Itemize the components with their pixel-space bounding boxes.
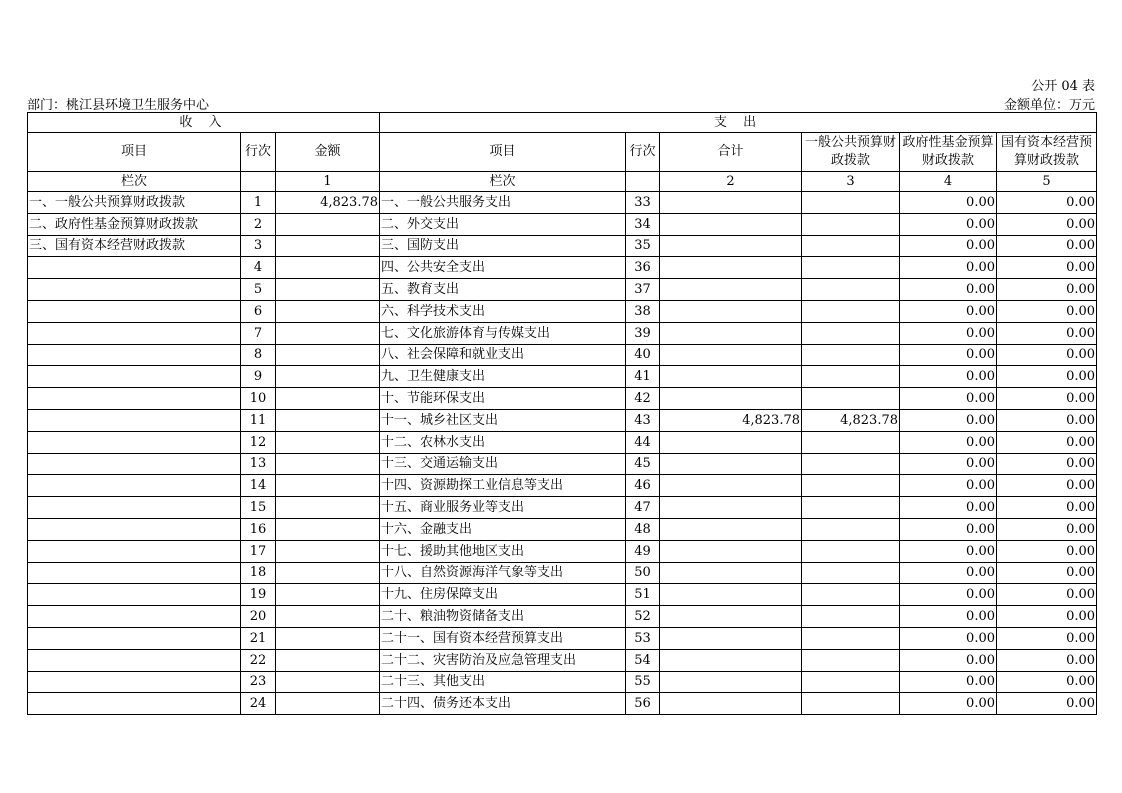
expense-item-cell: 二十二、灾害防治及应急管理支出 [380,649,626,671]
income-item-cell [28,562,241,584]
income-item-cell [28,693,241,715]
expense-line-cell: 49 [626,540,660,562]
income-item-cell [28,649,241,671]
expense-line-cell: 40 [626,344,660,366]
general-budget-cell [802,562,900,584]
general-budget-cell [802,366,900,388]
income-item-cell [28,671,241,693]
table-row [28,300,1097,322]
state-capital-cell: 0.00 [997,497,1097,519]
income-amount-header: 金额 [276,133,380,172]
state-capital-cell: 0.00 [997,584,1097,606]
table-row [28,475,1097,497]
general-budget-cell [802,344,900,366]
table-row [28,649,1097,671]
state-capital-cell: 0.00 [997,322,1097,344]
gov-fund-cell: 0.00 [900,584,997,606]
gov-fund-cell: 0.00 [900,453,997,475]
gov-fund-cell: 0.00 [900,344,997,366]
income-item-cell [28,540,241,562]
expense-total-cell [660,649,802,671]
table-row [28,562,1097,584]
expense-line-cell: 45 [626,453,660,475]
gov-fund-cell: 0.00 [900,606,997,628]
expense-total-cell [660,322,802,344]
table-row [28,192,1097,214]
income-line-cell: 20 [241,606,276,628]
gov-fund-cell: 0.00 [900,213,997,235]
expense-item-cell: 二十四、债务还本支出 [380,693,626,715]
state-capital-cell: 0.00 [997,562,1097,584]
section-header-row [28,113,1097,133]
state-capital-cell: 0.00 [997,540,1097,562]
income-amount-cell [276,671,380,693]
expense-line-cell: 56 [626,693,660,715]
table-row [28,322,1097,344]
expense-line-cell: 37 [626,279,660,301]
column-header-row [28,133,1097,172]
income-line-cell: 4 [241,257,276,279]
expense-item-cell: 二十、粮油物资储备支出 [380,606,626,628]
expense-line-cell: 53 [626,627,660,649]
expense-line-cell: 55 [626,671,660,693]
expense-line-cell: 36 [626,257,660,279]
expense-line-cell: 54 [626,649,660,671]
index-3: 3 [802,172,900,192]
expense-item-cell: 二、外交支出 [380,213,626,235]
income-item-cell [28,388,241,410]
income-amount-cell [276,497,380,519]
gov-fund-cell: 0.00 [900,671,997,693]
expense-line-cell: 35 [626,235,660,257]
income-line-cell: 14 [241,475,276,497]
state-capital-cell: 0.00 [997,235,1097,257]
table-row [28,235,1097,257]
index-5: 5 [997,172,1097,192]
state-capital-cell: 0.00 [997,279,1097,301]
gov-fund-cell: 0.00 [900,518,997,540]
income-amount-cell [276,693,380,715]
gov-fund-cell: 0.00 [900,627,997,649]
index-4: 4 [900,172,997,192]
expense-line-cell: 41 [626,366,660,388]
state-capital-cell: 0.00 [997,518,1097,540]
income-line-cell: 18 [241,562,276,584]
income-item-cell [28,257,241,279]
table-row [28,257,1097,279]
income-line-cell: 1 [241,192,276,214]
expense-total-cell [660,562,802,584]
table-row [28,693,1097,715]
income-item-cell [28,453,241,475]
income-index-label: 栏次 [28,172,241,192]
expense-line-cell: 51 [626,584,660,606]
income-amount-cell [276,388,380,410]
general-budget-cell [802,606,900,628]
table-row [28,497,1097,519]
expense-total-cell [660,627,802,649]
gov-fund-cell: 0.00 [900,192,997,214]
income-amount-cell [276,540,380,562]
income-item-cell [28,300,241,322]
income-item-cell [28,409,241,431]
gov-fund-cell: 0.00 [900,366,997,388]
income-item-cell: 三、国有资本经营财政拨款 [28,235,241,257]
state-capital-cell: 0.00 [997,475,1097,497]
general-budget-cell [802,497,900,519]
expense-line-cell: 50 [626,562,660,584]
gov-fund-cell: 0.00 [900,322,997,344]
table-row [28,671,1097,693]
expense-line-cell: 42 [626,388,660,410]
state-capital-cell: 0.00 [997,257,1097,279]
expense-item-cell: 十二、农林水支出 [380,431,626,453]
income-line-cell: 17 [241,540,276,562]
expense-item-cell: 一、一般公共服务支出 [380,192,626,214]
income-amount-cell [276,453,380,475]
state-capital-cell: 0.00 [997,649,1097,671]
general-budget-cell [802,431,900,453]
expense-total-cell [660,279,802,301]
income-line-cell: 5 [241,279,276,301]
income-section-title: 收 入 [28,113,380,133]
income-amount-cell: 4,823.78 [276,192,380,214]
income-item-cell: 二、政府性基金预算财政拨款 [28,213,241,235]
expense-line-cell: 39 [626,322,660,344]
income-amount-cell [276,235,380,257]
income-line-cell: 13 [241,453,276,475]
income-line-cell: 19 [241,584,276,606]
state-capital-cell: 0.00 [997,431,1097,453]
income-line-cell: 22 [241,649,276,671]
expense-total-cell [660,497,802,519]
state-capital-cell: 0.00 [997,409,1097,431]
expense-total-cell [660,606,802,628]
expense-total-cell [660,540,802,562]
gov-fund-cell: 0.00 [900,540,997,562]
income-line-cell: 9 [241,366,276,388]
income-amount-cell [276,300,380,322]
general-budget-cell [802,279,900,301]
empty-cell [626,172,660,192]
state-capital-cell: 0.00 [997,627,1097,649]
income-amount-cell [276,213,380,235]
gov-fund-cell: 0.00 [900,497,997,519]
income-item-cell [28,322,241,344]
income-item-cell [28,584,241,606]
income-amount-cell [276,409,380,431]
expense-line-cell: 44 [626,431,660,453]
income-item-cell [28,475,241,497]
general-budget-cell: 4,823.78 [802,409,900,431]
expense-item-cell: 十一、城乡社区支出 [380,409,626,431]
expense-line-cell: 47 [626,497,660,519]
expense-item-cell: 六、科学技术支出 [380,300,626,322]
income-line-cell: 15 [241,497,276,519]
income-item-cell [28,431,241,453]
form-code: 公开 04 表 [1031,79,1095,94]
expense-total-cell [660,453,802,475]
state-capital-cell: 0.00 [997,388,1097,410]
department-label: 部门：桃江县环境卫生服务中心 [27,98,210,113]
expense-total-cell [660,366,802,388]
general-budget-cell [802,388,900,410]
expense-total-cell [660,388,802,410]
expense-item-cell: 十、节能环保支出 [380,388,626,410]
state-capital-header: 国有资本经营预算财政拨款 [997,133,1097,172]
general-budget-cell [802,518,900,540]
table-row [28,366,1097,388]
income-item-cell [28,279,241,301]
expense-item-cell: 十三、交通运输支出 [380,453,626,475]
income-item-cell [28,518,241,540]
income-item-cell [28,606,241,628]
state-capital-cell: 0.00 [997,453,1097,475]
expense-item-cell: 十五、商业服务业等支出 [380,497,626,519]
table-row [28,388,1097,410]
gov-fund-cell: 0.00 [900,409,997,431]
expense-line-cell: 43 [626,409,660,431]
expense-total-cell [660,584,802,606]
gov-fund-cell: 0.00 [900,300,997,322]
expense-item-cell: 二十三、其他支出 [380,671,626,693]
gov-fund-cell: 0.00 [900,649,997,671]
general-budget-cell [802,192,900,214]
general-budget-cell [802,671,900,693]
income-amount-cell [276,257,380,279]
general-budget-cell [802,213,900,235]
expense-item-cell: 四、公共安全支出 [380,257,626,279]
expense-item-cell: 五、教育支出 [380,279,626,301]
expense-line-cell: 46 [626,475,660,497]
gov-fund-cell: 0.00 [900,279,997,301]
general-budget-cell [802,540,900,562]
expense-item-cell: 十七、援助其他地区支出 [380,540,626,562]
income-line-cell: 3 [241,235,276,257]
table-row [28,279,1097,301]
state-capital-cell: 0.00 [997,693,1097,715]
expense-total-header: 合计 [660,133,802,172]
expense-item-cell: 三、国防支出 [380,235,626,257]
gov-fund-cell: 0.00 [900,562,997,584]
general-budget-cell [802,257,900,279]
income-item-cell [28,344,241,366]
expense-item-cell: 十八、自然资源海洋气象等支出 [380,562,626,584]
expense-line-header: 行次 [626,133,660,172]
general-budget-cell [802,235,900,257]
expense-section-title: 支 出 [380,113,1097,133]
income-line-cell: 23 [241,671,276,693]
expense-total-cell [660,192,802,214]
expense-line-cell: 33 [626,192,660,214]
expense-line-cell: 38 [626,300,660,322]
expense-total-cell [660,518,802,540]
expense-line-cell: 34 [626,213,660,235]
expense-total-cell [660,213,802,235]
income-amount-cell [276,649,380,671]
general-budget-cell [802,627,900,649]
expense-line-cell: 48 [626,518,660,540]
expense-item-header: 项目 [380,133,626,172]
table-row [28,344,1097,366]
income-line-header: 行次 [241,133,276,172]
gov-fund-cell: 0.00 [900,431,997,453]
expense-item-cell: 二十一、国有资本经营预算支出 [380,627,626,649]
income-line-cell: 7 [241,322,276,344]
table-row [28,453,1097,475]
general-budget-cell [802,584,900,606]
index-2: 2 [660,172,802,192]
state-capital-cell: 0.00 [997,671,1097,693]
income-amount-cell [276,518,380,540]
expense-item-cell: 八、社会保障和就业支出 [380,344,626,366]
general-budget-cell [802,322,900,344]
income-item-header: 项目 [28,133,241,172]
expense-item-cell: 十六、金融支出 [380,518,626,540]
gov-fund-cell: 0.00 [900,257,997,279]
expense-total-cell [660,671,802,693]
expense-line-cell: 52 [626,606,660,628]
income-line-cell: 16 [241,518,276,540]
income-line-cell: 11 [241,409,276,431]
income-item-cell: 一、一般公共预算财政拨款 [28,192,241,214]
table-row [28,409,1097,431]
expense-total-cell [660,300,802,322]
income-line-cell: 21 [241,627,276,649]
table-row [28,627,1097,649]
unit-label: 金额单位：万元 [1003,98,1095,113]
income-line-cell: 6 [241,300,276,322]
gov-fund-cell: 0.00 [900,235,997,257]
general-budget-cell [802,649,900,671]
income-index-number: 1 [276,172,380,192]
income-amount-cell [276,366,380,388]
general-budget-header: 一般公共预算财政拨款 [802,133,900,172]
state-capital-cell: 0.00 [997,366,1097,388]
table-row [28,213,1097,235]
income-amount-cell [276,322,380,344]
general-budget-cell [802,475,900,497]
expense-item-cell: 十九、住房保障支出 [380,584,626,606]
table-row [28,431,1097,453]
expense-index-label: 栏次 [380,172,626,192]
table-row [28,606,1097,628]
expense-total-cell: 4,823.78 [660,409,802,431]
expense-total-cell [660,344,802,366]
gov-fund-header: 政府性基金预算财政拨款 [900,133,997,172]
general-budget-cell [802,300,900,322]
state-capital-cell: 0.00 [997,344,1097,366]
income-item-cell [28,366,241,388]
state-capital-cell: 0.00 [997,606,1097,628]
table-row [28,540,1097,562]
income-item-cell [28,497,241,519]
general-budget-cell [802,693,900,715]
income-amount-cell [276,562,380,584]
income-amount-cell [276,584,380,606]
table-row [28,518,1097,540]
income-amount-cell [276,627,380,649]
income-line-cell: 8 [241,344,276,366]
income-amount-cell [276,279,380,301]
column-index-row [28,172,1097,192]
income-line-cell: 2 [241,213,276,235]
gov-fund-cell: 0.00 [900,475,997,497]
expense-total-cell [660,257,802,279]
expense-item-cell: 十四、资源勘探工业信息等支出 [380,475,626,497]
state-capital-cell: 0.00 [997,192,1097,214]
income-line-cell: 24 [241,693,276,715]
gov-fund-cell: 0.00 [900,388,997,410]
empty-cell [241,172,276,192]
expense-total-cell [660,431,802,453]
income-line-cell: 10 [241,388,276,410]
state-capital-cell: 0.00 [997,213,1097,235]
table-row [28,584,1097,606]
income-amount-cell [276,344,380,366]
general-budget-cell [802,453,900,475]
income-amount-cell [276,431,380,453]
income-amount-cell [276,606,380,628]
income-line-cell: 12 [241,431,276,453]
expense-total-cell [660,693,802,715]
expense-item-cell: 七、文化旅游体育与传媒支出 [380,322,626,344]
expense-item-cell: 九、卫生健康支出 [380,366,626,388]
expense-total-cell [660,475,802,497]
budget-table [27,112,1097,715]
state-capital-cell: 0.00 [997,300,1097,322]
income-item-cell [28,627,241,649]
expense-total-cell [660,235,802,257]
gov-fund-cell: 0.00 [900,693,997,715]
income-amount-cell [276,475,380,497]
